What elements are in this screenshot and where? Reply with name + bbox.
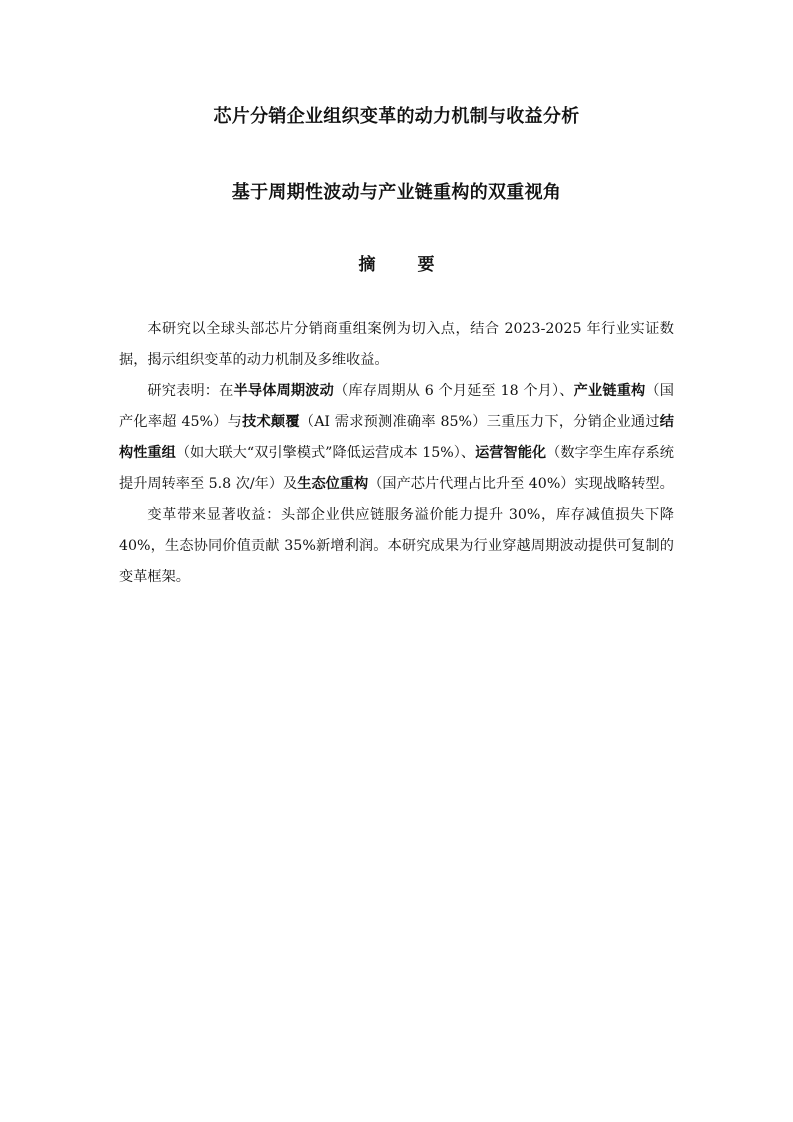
paragraph-2-text-5: （数字孪生库存系统提升周转率至 5.8 次/年）及	[119, 445, 674, 492]
abstract-heading: 摘 要	[358, 255, 453, 275]
paragraph-2-text-4: （如大联大“双引擎模式”降低运营成本 15%）、	[175, 445, 476, 461]
abstract-body	[119, 314, 674, 593]
document-subtitle: 基于周期性波动与产业链重构的双重视角	[231, 182, 562, 203]
paragraph-2-lead: 研究表明：在	[147, 383, 234, 399]
abstract-paragraph-1: 本研究以全球头部芯片分销商重组案例为切入点，结合 2023-2025 年行业实证数据，揭示组织变革的动力机制及多维收益。	[119, 321, 674, 368]
abstract-paragraph-3: 变革带来显著收益：头部企业供应链服务溢价能力提升 30%，库存减值损失下降 40%，生态协同价值贡献 35%新增利润。本研究成果为行业穿越周期波动提供可复制的变革框架。	[119, 507, 674, 585]
keyword-industry-chain-restructuring: 产业链重构	[573, 383, 646, 399]
paragraph-2-text-3: （AI 需求预测准确率 85%）三重压力下，分销企业通过	[299, 414, 660, 430]
keyword-operational-intelligence: 运营智能化	[475, 445, 547, 461]
keyword-semiconductor-cycle: 半导体周期波动	[233, 383, 334, 399]
document-title: 芯片分销企业组织变革的动力机制与收益分析	[213, 106, 580, 127]
abstract-paragraph-2	[119, 376, 674, 500]
paragraph-2-text-1: （库存周期从 6 个月延至 18 个月）、	[334, 383, 574, 399]
keyword-structural-reorganization: 结构性重组	[119, 414, 674, 461]
keyword-technology-disruption: 技术颠覆	[242, 414, 300, 430]
paragraph-2-text-2: （国产化率超 45%）与	[119, 383, 674, 430]
paragraph-2-text-6: （国产芯片代理占比升至 40%）实现战略转型。	[368, 476, 674, 492]
keyword-ecological-niche-restructuring: 生态位重构	[297, 476, 369, 492]
